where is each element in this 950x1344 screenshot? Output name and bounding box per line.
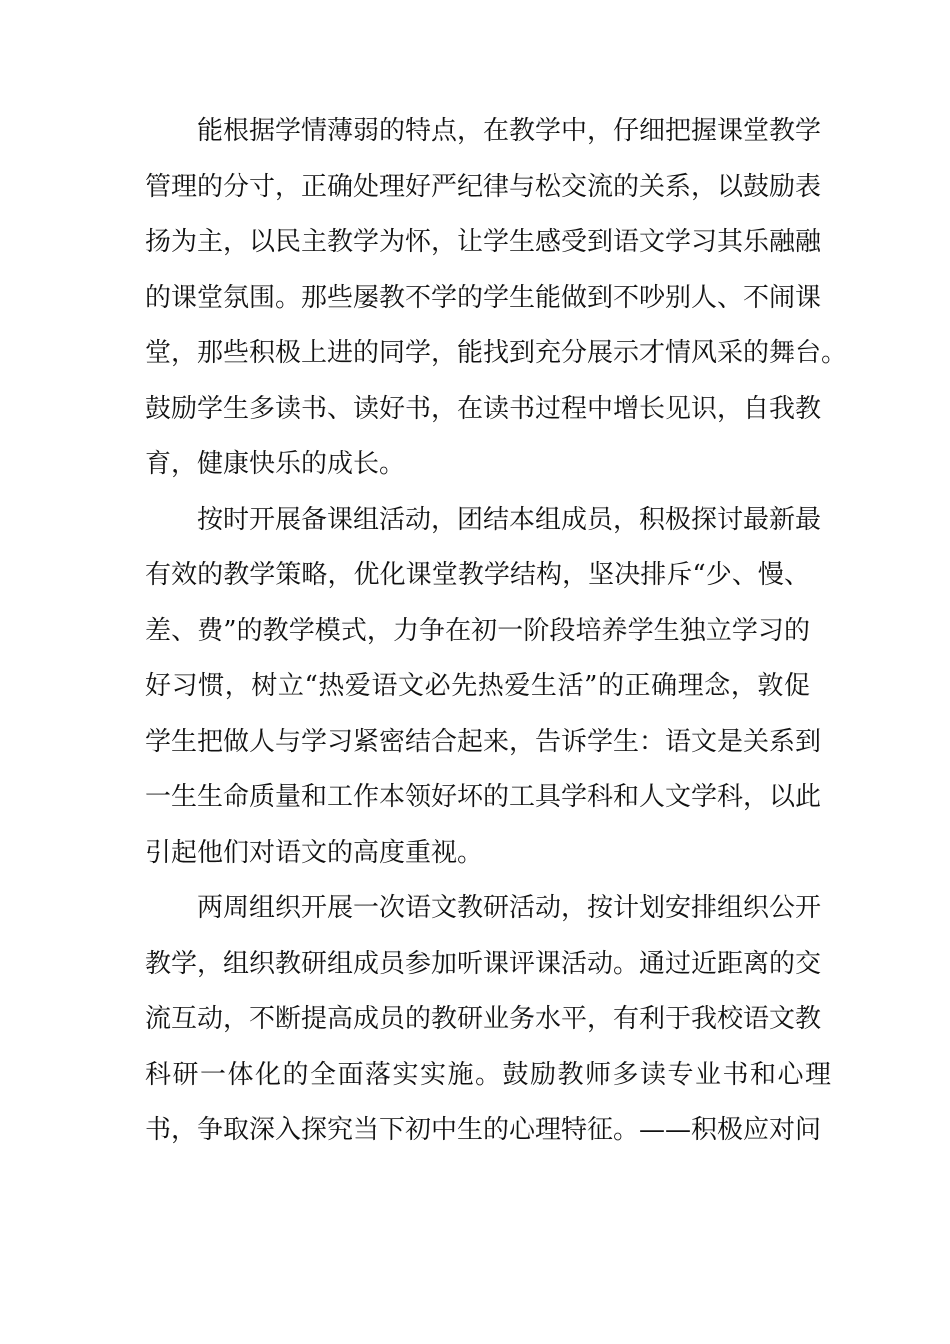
text-line: 育，健康快乐的成长。 — [145, 449, 406, 479]
text-line: 的课堂氛围。那些屡教不学的学生能做到不吵别人、不闹课 — [145, 282, 822, 313]
text-line: 书，争取深入探究当下初中生的心理特征。——积极应对问 — [145, 1115, 822, 1145]
paragraph-1 — [145, 104, 848, 493]
document-body — [145, 104, 848, 1159]
text-line: 扬为主，以民主教学为怀，让学生感受到语文学习其乐融融 — [145, 227, 822, 257]
paragraph-2 — [145, 493, 822, 882]
text-line: 按时开展备课组活动，团结本组成员，积极探讨最新最 — [197, 504, 822, 535]
text-line: 能根据学情薄弱的特点，在教学中，仔细把握课堂教学 — [197, 116, 822, 146]
text-line: 鼓励学生多读书、读好书，在读书过程中增长见识，自我教 — [145, 393, 822, 424]
text-line: 教学，组织教研组成员参加听课评课活动。通过近距离的交 — [145, 948, 822, 979]
text-line: 管理的分寸，正确处理好严纪律与松交流的关系，以鼓励表 — [145, 171, 822, 202]
text-line: 差、费”的教学模式，力争在初一阶段培养学生独立学习的 — [145, 615, 810, 646]
text-line: 有效的教学策略，优化课堂教学结构，坚决排斥“少、慢、 — [145, 560, 810, 590]
text-line: 堂，那些积极上进的同学，能找到充分展示才情风采的舞台。 — [145, 338, 848, 368]
paragraph-3 — [145, 881, 833, 1159]
text-line: 引起他们对语文的高度重视。 — [145, 837, 484, 868]
text-line: 流互动，不断提高成员的教研业务水平，有利于我校语文教 — [145, 1004, 822, 1034]
text-line: 好习惯，树立“热爱语文必先热爱生活”的正确理念，敦促 — [145, 671, 810, 701]
text-line: 学生把做人与学习紧密结合起来，告诉学生：语文是关系到 — [145, 726, 822, 757]
text-line: 一生生命质量和工作本领好坏的工具学科和人文学科，以此 — [145, 782, 822, 812]
text-line: 科研一体化的全面落实实施。鼓励教师多读专业书和心理 — [145, 1059, 833, 1090]
text-line: 两周组织开展一次语文教研活动，按计划安排组织公开 — [197, 893, 822, 923]
